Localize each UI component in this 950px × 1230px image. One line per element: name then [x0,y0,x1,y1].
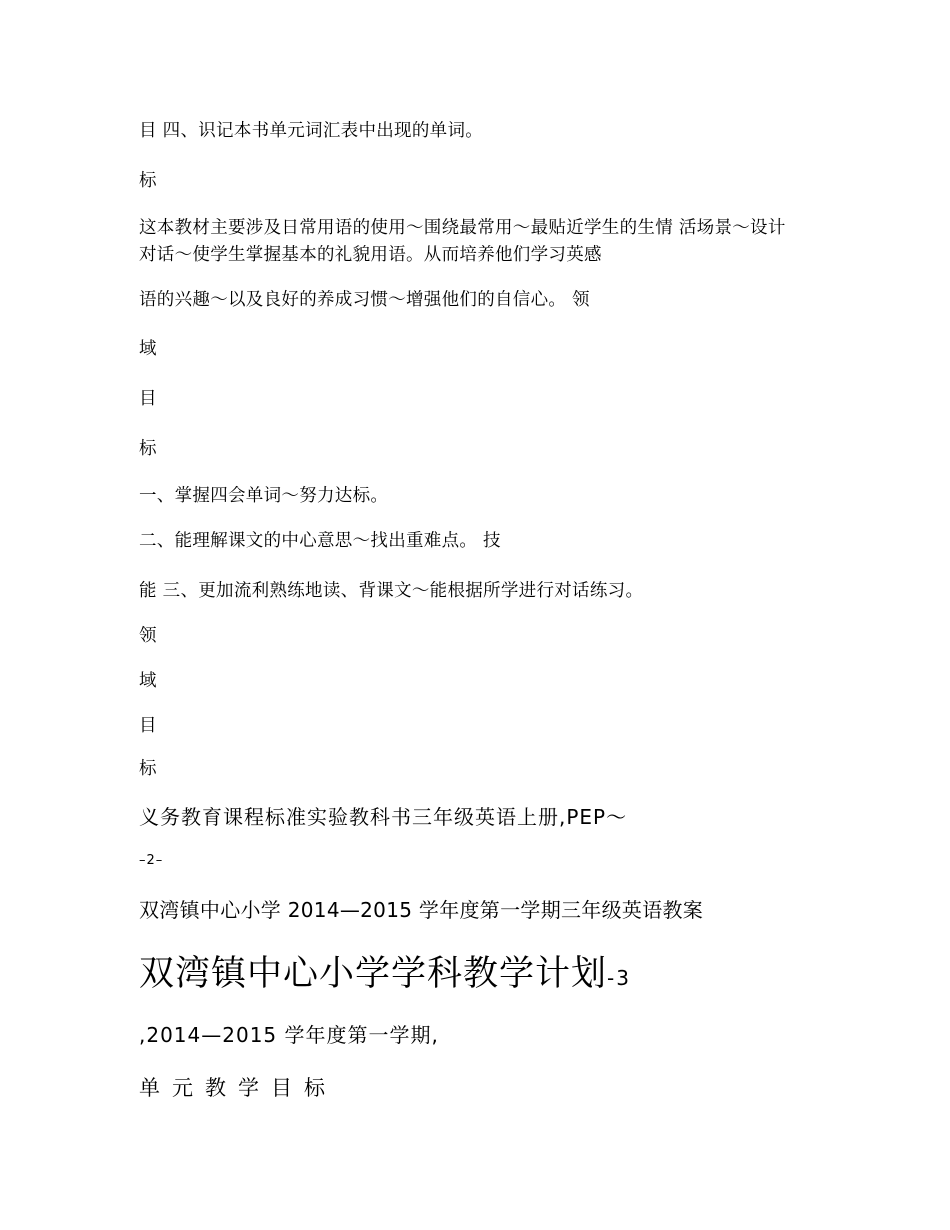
text-line: 能 三、更加流利熟练地读、背课文～能根据所学进行对话练习。 [139,581,644,601]
text-line: 这本教材主要涉及日常用语的使用～围绕最常用～最贴近学生的生情 活场景～设计 [139,218,786,238]
text-line: 域 [139,671,157,691]
text-line: 领 [139,626,157,646]
text-line: 目 四、识记本书单元词汇表中出现的单词。 [139,121,484,141]
title-suffix: -3 [607,966,631,990]
subtitle: ,2014—2015 学年度第一学期, [139,1023,439,1047]
text-line: 一、掌握四会单词～努力达标。 [139,486,389,506]
title-main: 双湾镇中心小学学科教学计划 [139,954,608,994]
text-line: 目 [139,389,157,409]
document-header: 双湾镇中心小学 2014—2015 学年度第一学期三年级英语教案 [139,898,704,922]
text-line: 标 [139,439,157,459]
text-line: 目 [139,716,157,736]
text-line: 对话～使学生掌握基本的礼貌用语。从而培养他们学习英感 [139,245,602,265]
text-line: 域 [139,339,157,359]
text-line: 标 [139,171,157,191]
page-title [139,952,631,1000]
text-line: 标 [139,759,157,779]
text-line: 语的兴趣～以及良好的养成习惯～增强他们的自信心。 领 [139,290,590,310]
unit-heading: 单元教学目标 [139,1076,337,1100]
text-line: 二、能理解课文的中心意思～找出重难点。 技 [139,531,501,551]
textbook-line: 义务教育课程标准实验教科书三年级英语上册,PEP～ [139,805,628,829]
page-number: –2– [139,853,164,868]
